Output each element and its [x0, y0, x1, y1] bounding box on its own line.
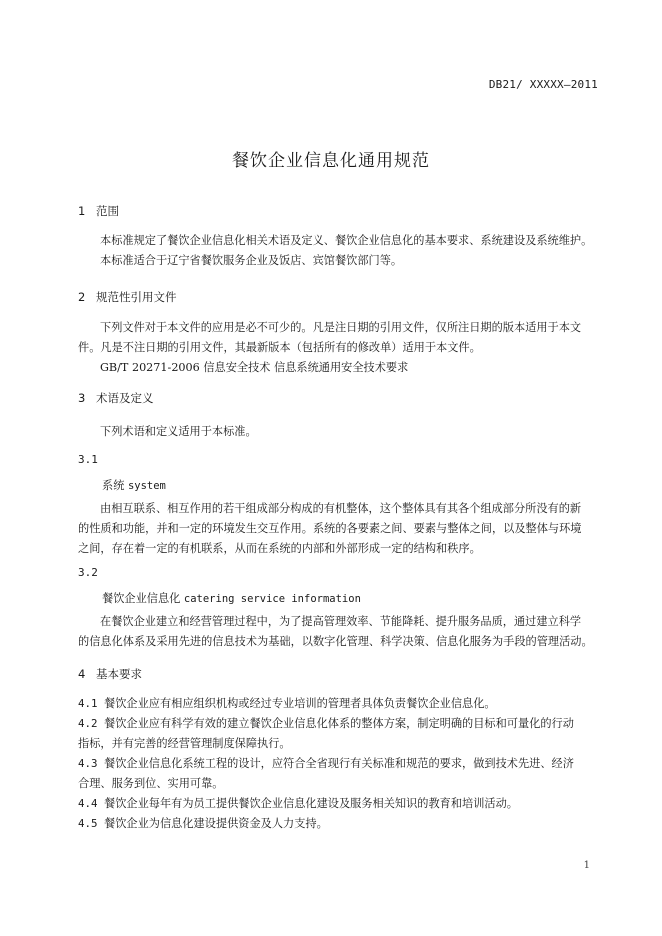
- section-1-body: [78, 231, 602, 271]
- section-heading-text: 规范性引用文件: [96, 290, 177, 304]
- section-2-body: [78, 318, 602, 378]
- term-3-2-number: 3.2: [78, 566, 98, 579]
- requirement-item: [78, 754, 602, 774]
- section-number: 1: [78, 204, 86, 218]
- section-heading-text: 范围: [96, 204, 119, 218]
- requirements-list: [78, 694, 602, 834]
- page-number: 1: [583, 860, 590, 871]
- paragraph-line: 的性质和功能，并和一定的环境发生交互作用。系统的各要素之间、要素与整体之间，以及整体与环境: [78, 522, 582, 535]
- paragraph-line: 本标准规定了餐饮企业信息化相关术语及定义、餐饮企业信息化的基本要求、系统建设及系统维护。: [100, 234, 593, 247]
- term-chinese: 餐饮企业信息化: [102, 592, 181, 605]
- paragraph-line: 件。凡是不注日期的引用文件，其最新版本（包括所有的修改单）适用于本文件。: [78, 341, 481, 354]
- paragraph-line: 之间，存在着一定的有机联系，从而在系统的内部和外部形成一定的结构和秩序。: [78, 542, 481, 555]
- requirement-item: [78, 694, 602, 714]
- paragraph-line: 的信息化体系及采用先进的信息技术为基础，以数字化管理、科学决策、信息化服务为手段的管理活动。: [78, 635, 593, 648]
- requirement-text: 餐饮企业信息化系统工程的设计，应符合全省现行有关标准和规范的要求，做到技术先进、经济: [104, 757, 574, 770]
- section-4-heading: [78, 666, 142, 682]
- requirement-text: 餐饮企业应有相应组织机构或经过专业培训的管理者具体负责餐饮企业信息化。: [104, 697, 496, 710]
- section-2-heading: [78, 289, 177, 305]
- section-number: 4: [78, 667, 86, 681]
- requirement-item: [78, 794, 602, 814]
- requirement-number: 4.2: [78, 717, 98, 730]
- term-3-2-title: [102, 590, 361, 606]
- section-number: 2: [78, 290, 86, 304]
- term-3-1-title: [102, 477, 166, 493]
- section-heading-text: 基本要求: [96, 667, 142, 681]
- term-english: system: [127, 480, 166, 492]
- document-title: 餐饮企业信息化通用规范: [232, 151, 430, 171]
- requirement-continuation: 合理、服务到位、实用可靠。: [78, 777, 224, 790]
- requirement-text: 餐饮企业每年有为员工提供餐饮企业信息化建设及服务相关知识的教育和培训活动。: [104, 797, 518, 810]
- section-1-heading: [78, 203, 119, 219]
- requirement-number: 4.5: [78, 817, 98, 830]
- requirement-item: [78, 714, 602, 734]
- term-3-2-definition: [78, 612, 602, 652]
- section-3-heading: [78, 390, 154, 406]
- document-code: DB21/ XXXXX—2011: [488, 78, 598, 91]
- requirement-number: 4.4: [78, 797, 98, 810]
- paragraph-line: 下列术语和定义适用于本标准。: [100, 425, 257, 438]
- term-3-1-number: 3.1: [78, 453, 98, 466]
- referenced-standard: GB/T 20271-2006 信息安全技术 信息系统通用安全技术要求: [100, 361, 409, 374]
- paragraph-line: 下列文件对于本文件的应用是必不可少的。凡是注日期的引用文件，仅所注日期的版本适用于本文: [100, 321, 582, 334]
- term-chinese: 系统: [102, 479, 125, 492]
- paragraph-line: 本标准适合于辽宁省餐饮服务企业及饭店、宾馆餐饮部门等。: [100, 254, 403, 267]
- paragraph-line: 在餐饮企业建立和经营管理过程中，为了提高管理效率、节能降耗、提升服务品质，通过建立科学: [100, 615, 582, 628]
- term-3-1-definition: [78, 499, 602, 559]
- section-heading-text: 术语及定义: [96, 391, 154, 405]
- requirement-item: [78, 814, 602, 834]
- requirement-continuation: 指标，并有完善的经营管理制度保障执行。: [78, 737, 291, 750]
- requirement-number: 4.3: [78, 757, 98, 770]
- paragraph-line: 由相互联系、相互作用的若干组成部分构成的有机整体，这个整体具有其各个组成部分所没有的新: [100, 502, 582, 515]
- term-english: catering service information: [183, 593, 361, 605]
- requirement-text: 餐饮企业为信息化建设提供资金及人力支持。: [104, 817, 328, 830]
- section-number: 3: [78, 391, 86, 405]
- requirement-text: 餐饮企业应有科学有效的建立餐饮企业信息化体系的整体方案，制定明确的目标和可量化的行动: [104, 717, 574, 730]
- section-3-intro: [78, 422, 602, 442]
- requirement-number: 4.1: [78, 697, 98, 710]
